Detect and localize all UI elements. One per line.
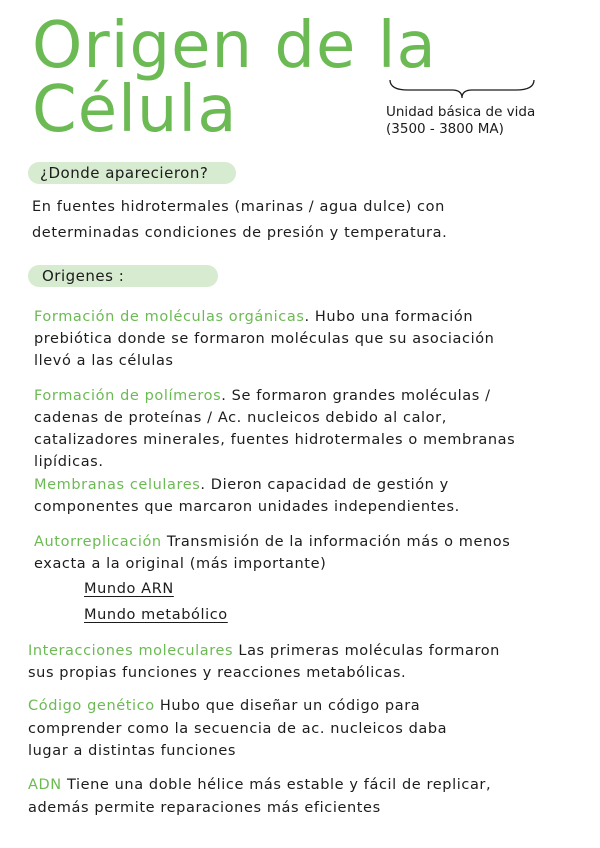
q1-line-1: En fuentes hidrotermales (marinas / agua dulce) con (32, 199, 445, 215)
origin-item-1-line-2: prebiótica donde se formaron moléculas que su asociación (34, 331, 495, 347)
origin-item-2-line-2: cadenas de proteínas / Ac. nucleicos debido al calor, (34, 410, 447, 426)
origin-item-2-label: Formación de polímeros (34, 388, 222, 404)
origin-item-1-text-1: . Hubo una formación (304, 309, 474, 325)
question-heading: ¿Donde aparecieron? (40, 164, 209, 182)
origin-item-3-text-1: . Dieron capacidad de gestión y (200, 477, 449, 493)
origin-item-4-label: Autorreplicación (34, 534, 162, 550)
origin-item-7-line-1 (28, 774, 491, 797)
origin-item-3-line-2: componentes que marcaron unidades independientes. (34, 499, 460, 515)
origin-item-4-line-2: exacta a la original (más importante) (34, 556, 327, 572)
mundo-metabolico: Mundo metabólico (84, 607, 228, 623)
curly-brace-decoration (388, 78, 536, 100)
origin-item-7-label: ADN (28, 777, 62, 793)
origin-item-6-line-2: comprender como la secuencia de ac. nucleicos daba (28, 721, 448, 737)
origin-item-2-line-4: lipídicas. (34, 454, 104, 470)
origin-item-1-label: Formación de moléculas orgánicas (34, 309, 305, 325)
origin-item-2-text-1: . Se formaron grandes moléculas / (221, 388, 491, 404)
page-title: Origen de la Célula (32, 9, 437, 147)
origin-item-2-line-1 (34, 385, 491, 408)
origin-item-6-line-3: lugar a distintas funciones (28, 743, 237, 759)
origin-item-6-label: Código genético (28, 698, 155, 714)
origin-item-6-text-1: Hubo que diseñar un código para (154, 698, 421, 714)
origin-item-5-line-1 (28, 640, 500, 663)
origin-item-3-line-1 (34, 474, 449, 497)
origin-item-4-sub-2 (84, 604, 228, 627)
origin-item-5-text-1: Las primeras moléculas formaron (233, 643, 500, 659)
origin-item-1-line-1 (34, 306, 473, 329)
origin-item-4-text-1: Transmisión de la información más o menos (161, 534, 511, 550)
title-subtitle (386, 104, 535, 138)
origin-item-4-line-1 (34, 531, 510, 554)
mundo-arn: Mundo ARN (84, 581, 174, 597)
origin-item-5-label: Interacciones moleculares (28, 643, 234, 659)
origin-item-2-line-3: catalizadores minerales, fuentes hidrotermales o membranas (34, 432, 516, 448)
origins-heading: Origenes : (42, 267, 125, 285)
origin-item-5-line-2: sus propias funciones y reacciones metabólicas. (28, 665, 407, 681)
origin-item-6-line-1 (28, 695, 420, 718)
origin-item-7-line-2: además permite reparaciones más eficientes (28, 800, 381, 816)
subtitle-line-2: (3500 - 3800 MA) (386, 121, 504, 137)
q1-line-2: determinadas condiciones de presión y temperatura. (32, 225, 448, 241)
origin-item-7-text-1: Tiene una doble hélice más estable y fácil de replicar, (61, 777, 492, 793)
origin-item-3-label: Membranas celulares (34, 477, 201, 493)
subtitle-line-1: Unidad básica de vida (386, 104, 536, 120)
origin-item-4-sub-1 (84, 578, 174, 601)
origin-item-1-line-3: llevó a las células (34, 353, 174, 369)
